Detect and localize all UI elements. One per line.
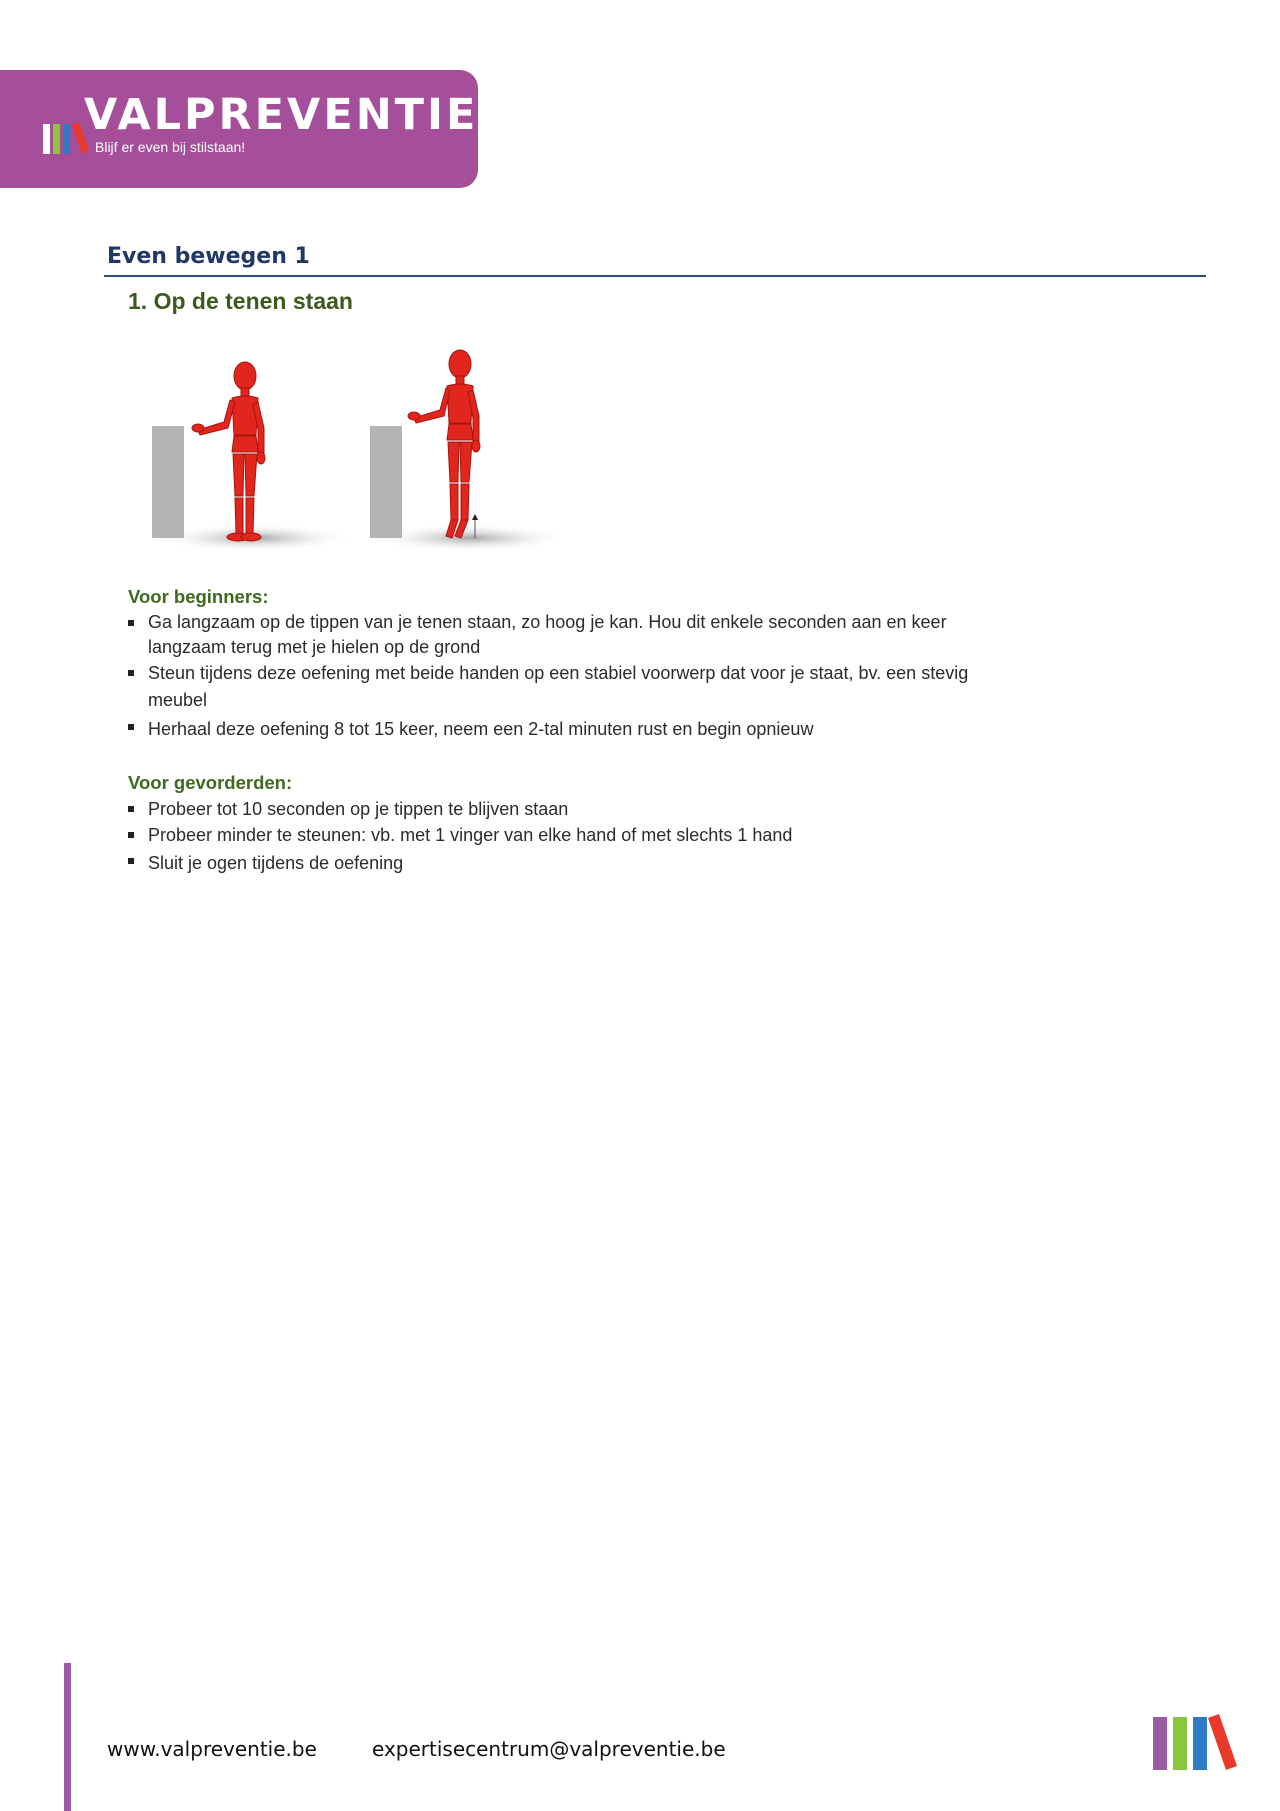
footer-website-link[interactable]: www.valpreventie.be	[107, 1737, 317, 1761]
list-item: Herhaal deze oefening 8 tot 15 keer, neem een 2-tal minuten rust en begin opnieuw	[128, 714, 1028, 744]
list-item: Probeer tot 10 seconden op je tippen te blijven staan	[128, 796, 1028, 822]
header-banner	[0, 70, 511, 188]
figure-standing-flat	[152, 362, 355, 552]
footer-email-link[interactable]: expertisecentrum@valpreventie.be	[372, 1737, 726, 1761]
list-item: Sluit je ogen tijdens de oefening	[128, 848, 1028, 878]
figure-on-tiptoes	[370, 350, 560, 552]
list-item: Probeer minder te steunen: vb. met 1 vinger van elke hand of met slechts 1 hand	[128, 822, 1028, 848]
footer-logo-bars-icon	[1150, 1712, 1240, 1774]
brand-suffix: .be	[478, 109, 511, 134]
document-title: Even bewegen 1	[107, 244, 310, 269]
advanced-list	[128, 796, 1028, 878]
brand-name: VALPREVENTIE.be	[84, 90, 511, 140]
section-heading-advanced: Voor gevorderden:	[128, 772, 293, 793]
brand-tagline: Blijf er even bij stilstaan!	[95, 139, 246, 155]
list-item: Ga langzaam op de tippen van je tenen staan, zo hoog je kan. Hou dit enkele seconden aan en keer langzaam terug met je hielen op de grond	[128, 610, 1028, 660]
section-heading-beginners: Voor beginners:	[128, 586, 269, 607]
section-advanced	[128, 772, 1028, 878]
exercise-title: 1. Op de tenen staan	[128, 288, 353, 314]
footer-accent-bar	[64, 1663, 71, 1811]
exercise-illustration	[140, 340, 560, 560]
list-item: Steun tijdens deze oefening met beide handen op een stabiel voorwerp dat voor je staat, bv. een stevig meubel	[128, 660, 1028, 714]
section-beginners	[128, 586, 1028, 744]
title-divider	[104, 275, 1206, 277]
beginners-list	[128, 610, 1028, 744]
